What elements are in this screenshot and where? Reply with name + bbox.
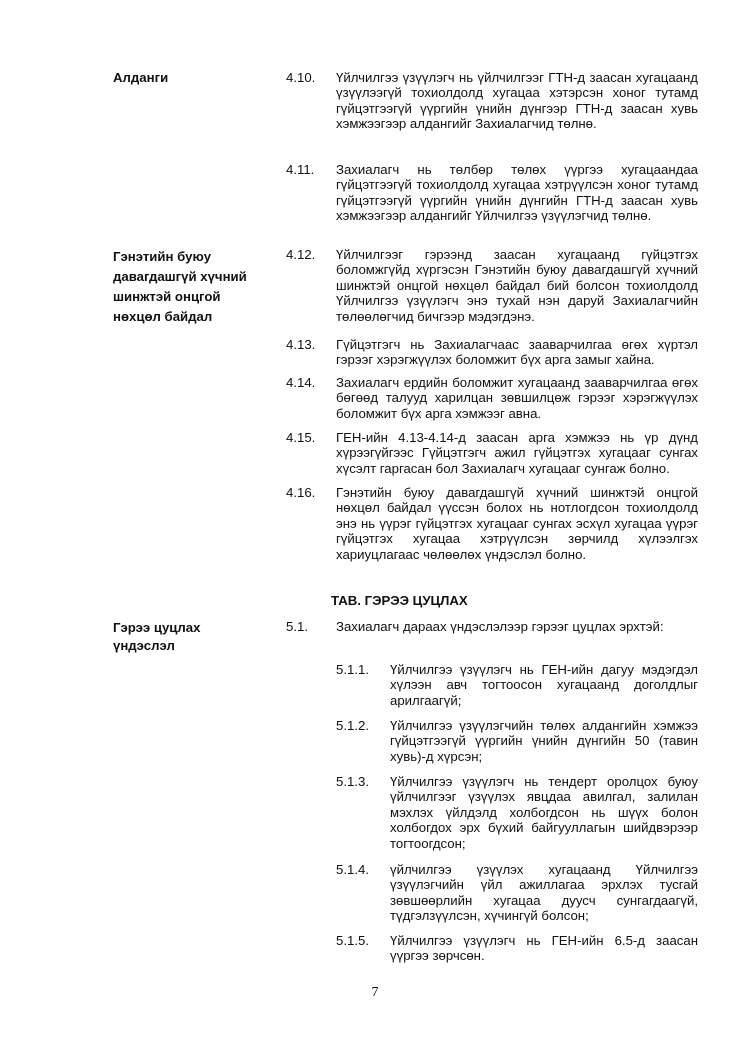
subclause-text: Үйлчилгээ үзүүлэгч нь ГЕН-ийн дагуу мэдэгдэл хүлээн авч тогтоосон хугацаанд доголдлыг арилгаагүй; bbox=[390, 662, 698, 708]
clause-text: ГЕН-ийн 4.13-4.14-д заасан арга хэмжээ нь үр дүнд хүрээгүйгээс Гүйцэтгэгч ажил гүйцэтгэх хугацааг сунгах хүсэлт гаргасан бол Захиалагч хугацааг сунгаж болно. bbox=[336, 430, 698, 476]
section-title: ТАВ. ГЭРЭЭ ЦУЦЛАХ bbox=[331, 593, 468, 608]
subclause-number: 5.1.4. bbox=[336, 862, 369, 877]
subclause-number: 5.1.3. bbox=[336, 774, 369, 789]
clause-text: Үйлчилгээ үзүүлэгч нь үйлчилгээг ГТН-д заасан хугацаанд үзүүлээгүй тохиолдолд хугацаа хэтэрсэн хоног тутамд гүйцэтгээгүй үүргийн үнийн дүнгээр ГТН-д заасан хувь хэмжээгээр алдангийг Захиалагчид төлнө. bbox=[336, 70, 698, 132]
subclause-number: 5.1.1. bbox=[336, 662, 369, 677]
clause-text: Гэнэтийн буюу давагдашгүй хүчний шинжтэй онцгой нөхцөл байдал үүссэн болох нь нотлогдсон тохиолдолд энэ нь үүрэг гүйцэтгэх хугацааг сунгах эсхүл хугацаа үүрэг гүйцэтгэх хугацаа хэтрүүлсэн зөрчилд хүлээлгэх хариуцлагаас чөлөөлөх үндэслэл болно. bbox=[336, 485, 698, 562]
clause-text: Захиалагч нь төлбөр төлөх үүргээ хугацаандаа гүйцэтгээгүй тохиолдолд хугацаа хэтрүүлсэн хоног тутамд гүйцэтгээгүй үүргийн үнийн дүнгийн ГТН-д заасан хувь хэмжээгээр алдангийг Үйлчилгээ үзүүлэгчид төлнө. bbox=[336, 162, 698, 224]
sidebar-heading-force-majeure: Гэнэтийн буюу давагдашгүй хүчний шинжтэй онцгой нөхцөл байдал bbox=[113, 249, 247, 324]
subclause-text: Үйлчилгээ үзүүлэгч нь ГЕН-ийн 6.5-д заасан үүргээ зөрчсөн. bbox=[390, 933, 698, 964]
subclause-text: Үйлчилгээ үзүүлэгч нь тендерт оролцох буюу үйлчилгээг үзүүлэх явцдаа авилгал, залилан мэхлэх үйлдэлд холбогдсон нь шүүх болон холбогдох эрх бүхий байгууллагын шийдвэрээр тогтоогдсон; bbox=[390, 774, 698, 851]
sidebar-heading-termination-grounds: Гэрээ цуцлах үндэслэл bbox=[113, 620, 201, 653]
clause-text: Захиалагч дараах үндэслэлээр гэрээг цуцлах эрхтэй: bbox=[336, 619, 664, 634]
page-number: 7 bbox=[371, 985, 379, 1000]
clause-number: 4.12. bbox=[286, 247, 316, 262]
clause-number: 4.13. bbox=[286, 337, 316, 352]
clause-text: Гүйцэтгэгч нь Захиалагчаас зааварчилгаа өгөх хүртэл гэрээг хэрэгжүүлэх боломжит бүх арга замыг хайна. bbox=[336, 337, 698, 368]
clause-number: 4.15. bbox=[286, 430, 316, 445]
clause-text: Үйлчилгээг гэрээнд заасан хугацаанд гүйцэтгэх боломжгүйд хүргэсэн Гэнэтийн буюу давагдашгүй хүчний шинжтэй онцгой нөхцөл байдал бий болсон тохиолдолд Үйлчилгээ үзүүлэгч энэ тухай нэн даруй Захиалагчийн төлөөлөгчид бичгээр мэдэгдэнэ. bbox=[336, 247, 698, 324]
clause-number: 4.10. bbox=[286, 70, 316, 85]
clause-text: Захиалагч ердийн боломжит хугацаанд зааварчилгаа өгөх бөгөөд талууд харилцан зөвшилцөж гэрээг хэрэгжүүлэх боломжит бүх арга хэмжээг авна. bbox=[336, 375, 698, 421]
sidebar-heading-alimony: Алданги bbox=[113, 70, 169, 85]
subclause-text: Үйлчилгээ үзүүлэгчийн төлөх алдангийн хэмжээ гүйцэтгээгүй үүргийн үнийн дүнгийн 50 (тавин хувь)-д хүрсэн; bbox=[390, 718, 698, 764]
clause-number: 4.16. bbox=[286, 485, 316, 500]
clause-number: 4.14. bbox=[286, 375, 316, 390]
subclause-number: 5.1.5. bbox=[336, 933, 369, 948]
clause-number: 5.1. bbox=[286, 619, 308, 634]
clause-number: 4.11. bbox=[286, 162, 315, 177]
subclause-text: үйлчилгээ үзүүлэх хугацаанд Үйлчилгээ үзүүлэгчийн үйл ажиллагаа эрхлэх тусгай зөвшөөрлийн хугацаа дуусч сунгагдаагүй, түдгэлзүүлсэн, хүчингүй болсон; bbox=[390, 862, 698, 924]
subclause-number: 5.1.2. bbox=[336, 718, 369, 733]
